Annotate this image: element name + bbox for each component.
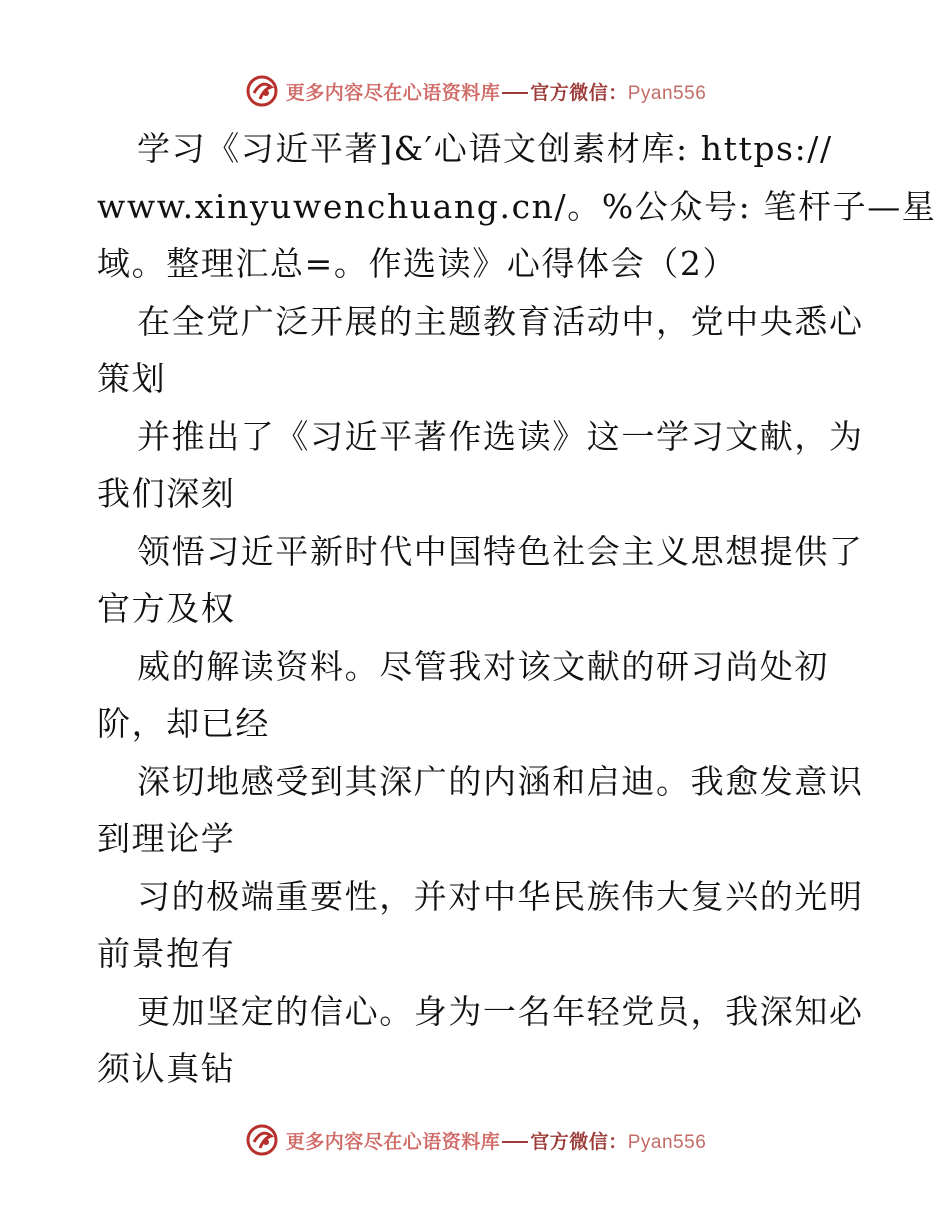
header-watermark <box>0 70 950 112</box>
body-line: 在全党广泛开展的主题教育活动中，党中央悉心 <box>137 301 864 341</box>
watermark-wechat-id: Pyan556 <box>627 82 707 104</box>
body-line: 威的解读资料。尽管我对该文献的研习尚处初 <box>137 646 829 686</box>
body-line: 我们深刻 <box>97 474 236 513</box>
stylized-circle-logo-icon <box>244 73 280 109</box>
body-line: 领悟习近平新时代中国特色社会主义思想提供了 <box>137 531 864 571</box>
watermark-wechat-label: 官方微信： <box>530 1131 628 1153</box>
watermark-site-text: 更多内容尽在心语资料库 <box>285 82 501 104</box>
stylized-circle-logo-icon <box>244 1122 280 1158</box>
body-line: 域。整理汇总=。作选读》心得体会（2） <box>97 244 738 283</box>
watermark-wechat-label: 官方微信： <box>530 82 628 104</box>
body-line: 更加坚定的信心。身为一名年轻党员，我深知必 <box>137 991 864 1031</box>
body-line: 官方及权 <box>97 589 236 628</box>
body-line: 到理论学 <box>97 819 236 858</box>
body-line: 习的极端重要性，并对中华民族伟大复兴的光明 <box>137 876 864 916</box>
body-line: www.xinyuwenchuang.cn/。%公众号: 笔杆子—星 <box>97 186 937 226</box>
watermark-dash <box>502 92 528 94</box>
body-line: 深切地感受到其深广的内涵和启迪。我愈发意识 <box>137 761 864 801</box>
body-line: 须认真钻 <box>97 1049 236 1088</box>
body-line: 前景抱有 <box>97 934 236 973</box>
body-line: 策划 <box>97 359 167 398</box>
body-line: 并推出了《习近平著作选读》这一学习文献，为 <box>137 416 864 456</box>
watermark-site-text: 更多内容尽在心语资料库 <box>285 1131 501 1153</box>
watermark-dash <box>502 1141 528 1143</box>
body-line: 阶，却已经 <box>97 704 270 743</box>
watermark-text <box>286 1127 707 1154</box>
document-body <box>97 120 937 1098</box>
watermark-text <box>286 78 707 105</box>
body-line: 学习《习近平著]&′心语文创素材库: https:// <box>137 129 833 168</box>
watermark-wechat-id: Pyan556 <box>627 1131 707 1153</box>
footer-watermark <box>0 1119 950 1161</box>
